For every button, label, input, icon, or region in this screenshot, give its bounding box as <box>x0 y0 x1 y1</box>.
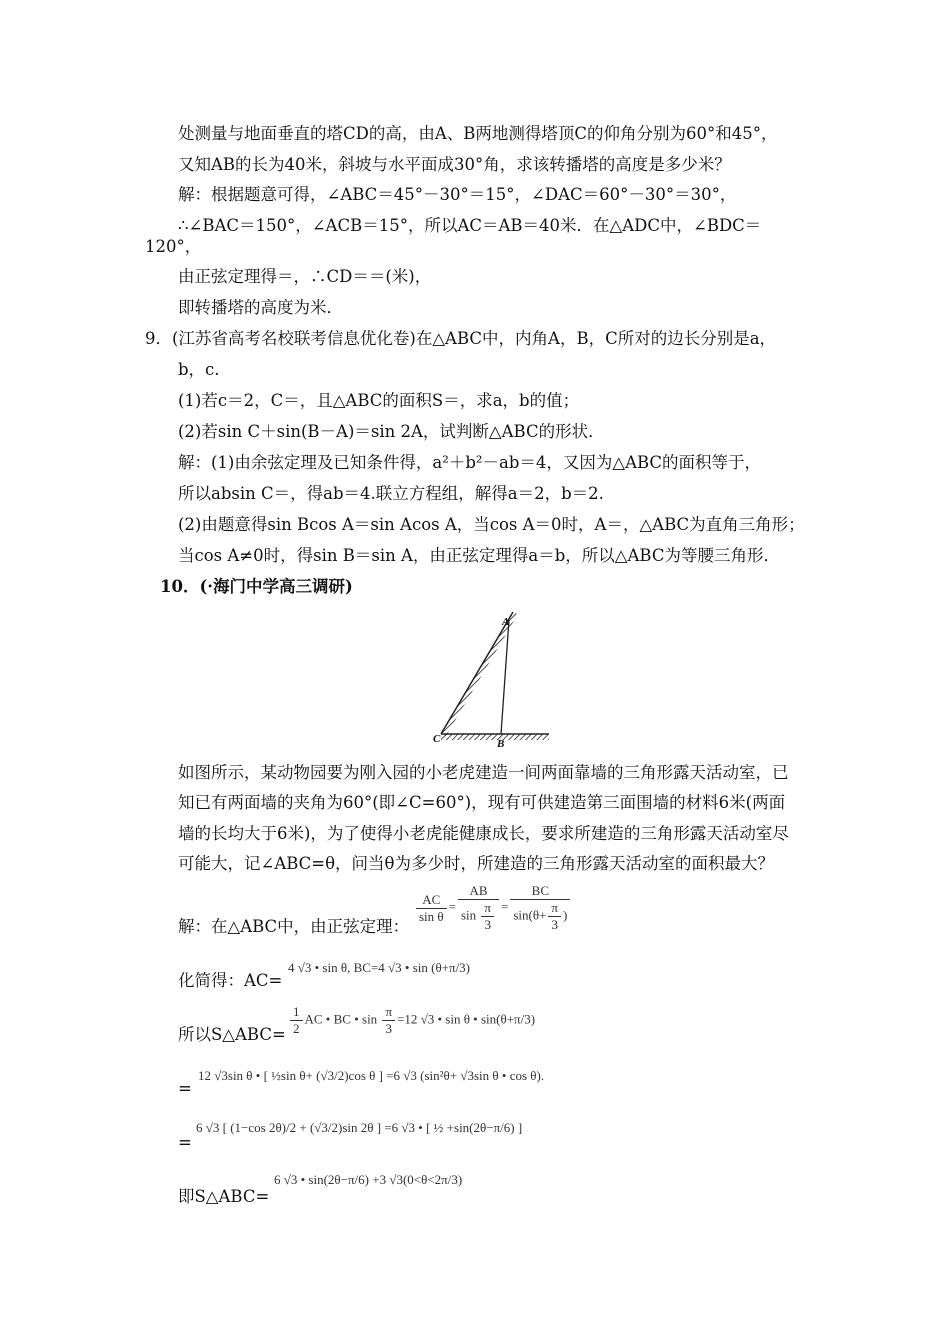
solution8-line-4: 即转播塔的高度为米． <box>178 298 343 317</box>
solution10-line-3: 所以S△ABC= <box>178 1025 286 1044</box>
frac-half: $\frac{1}{2}$ <box>290 1004 303 1037</box>
solution10-line-1: 解：在△ABC中，由正弦定理： <box>178 917 410 936</box>
label-c: C <box>433 733 441 745</box>
solution10-line-4: = <box>178 1079 192 1098</box>
formula-sine-law: $\frac{AC}{\text{sin θ}}$ = AB sin $\frac{\pi}{3}$ = BC sin(θ+ $\frac{\pi}{3}$ ) <box>414 883 572 933</box>
formula-area-3: 6 √3 [ (1−cos 2θ)/2 + (√3/2)sin 2θ ] =6 √3 • [ ½ +sin(2θ−π/6) ] <box>196 1120 523 1135</box>
problem10-line-4: 可能大，记∠ABC=θ，问当θ为多少时，所建造的三角形露天活动室的面积最大？ <box>178 854 774 873</box>
problem10-line-3: 墙的长均大于6米)，为了使得小老虎能健康成长，要求所建造的三角形露天活动室尽 <box>178 824 789 843</box>
problem8-line-1: 处测量与地面垂直的塔CD的高，由A、B两地测得塔顶C的仰角分别为60°和45°， <box>178 124 778 143</box>
label-a: A <box>502 616 510 628</box>
solution9-line-3: (2)由题意得sin Bcos A＝sin Acos A，当cos A＝0时，A＝，△ABC为直角三角形； <box>178 515 805 534</box>
solution9-line-4: 当cos A≠0时，得sin B＝sin A，由正弦定理得a＝b，所以△ABC为等腰三角形． <box>178 546 780 565</box>
formula-ac-bc: 4 √3 • sin θ, BC=4 √3 • sin (θ+π/3) <box>288 960 471 975</box>
solution8-line-2: ∴∠BAC＝150°，∠ACB＝15°，所以AC＝AB＝40米．在△ADC中，∠BDC＝ <box>178 216 762 235</box>
label-b: B <box>497 738 505 750</box>
problem8-line-2: 又知AB的长为40米，斜坡与水平面成30°角，求该转播塔的高度是多少米？ <box>178 155 731 174</box>
hatched-wall-cb <box>441 734 549 740</box>
solution10-line-2: 化简得：AC= <box>178 971 283 990</box>
solution10-line-6: 即S△ABC= <box>178 1187 270 1206</box>
solution8-line-2-wrap: 120°， <box>145 237 202 256</box>
frac-bc-sin: BC sin(θ+ $\frac{\pi}{3}$ ) <box>510 883 570 933</box>
triangle-figure <box>425 608 555 750</box>
formula-area-final: 6 √3 • sin(2θ−π/6) +3 √3(0<θ<2π/3) <box>274 1172 463 1187</box>
frac-ab-sin: AB sin $\frac{\pi}{3}$ <box>458 883 499 933</box>
problem10-line-2: 知已有两面墙的夹角为60°(即∠C=60°)，现有可供建造第三面围墙的材料6米(两面 <box>178 793 786 812</box>
frac-ac-sin: $\frac{AC}{\text{sin θ}}$ <box>416 892 447 925</box>
problem9-line-1: 9．(江苏省高考名校联考信息优化卷)在△ABC中，内角A，B，C所对的边长分别是a， <box>145 329 777 348</box>
problem10-heading: 10．(·海门中学高三调研) <box>160 577 353 596</box>
solution8-line-3: 由正弦定理得＝，∴CD＝＝(米)， <box>178 267 432 286</box>
problem9-part1: (1)若c＝2，C＝，且△ABC的面积S＝，求a，b的值； <box>178 391 580 410</box>
problem9-line-2: b，c. <box>178 360 220 379</box>
formula-area-2: 12 √3sin θ • [ ½sin θ+ (√3/2)cos θ ] =6 √3 (sin²θ+ √3sin θ • cos θ). <box>198 1068 545 1083</box>
solution8-line-1: 解：根据题意可得，∠ABC＝45°－30°＝15°，∠DAC＝60°－30°＝30°， <box>178 185 737 204</box>
solution9-line-2: 所以absin C＝，得ab＝4.联立方程组，解得a＝2，b＝2. <box>178 484 604 503</box>
hatched-wall-ca <box>441 612 518 736</box>
problem10-line-1: 如图所示，某动物园要为刚入园的小老虎建造一间两面靠墙的三角形露天活动室，已 <box>178 763 789 782</box>
solution9-line-1: 解：(1)由余弦定理及已知条件得，a²＋b²－ab＝4，又因为△ABC的面积等于， <box>178 453 762 472</box>
formula-area-1: $\frac{1}{2}$ AC • BC • sin $\frac{\pi}{3}$ =12 √3 • sin θ • sin(θ+π/3) <box>288 1004 535 1037</box>
solution10-line-5: = <box>178 1133 192 1152</box>
problem9-part2: (2)若sin C＋sin(B－A)＝sin 2A，试判断△ABC的形状． <box>178 422 605 441</box>
triangle-figure-svg <box>425 608 555 750</box>
